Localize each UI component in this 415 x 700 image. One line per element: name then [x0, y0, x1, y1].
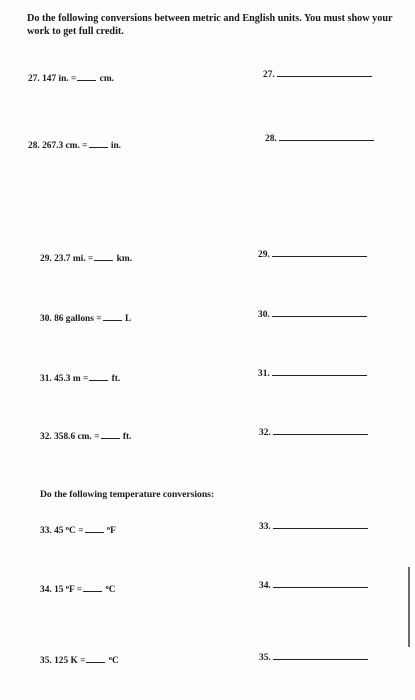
question-number: 27.: [28, 74, 40, 84]
question-number: 31.: [40, 374, 52, 384]
instructions-text: Do the following conversions between metric and English units. You must show your work to get full credit.: [27, 13, 393, 37]
question-value-number: 45: [54, 526, 64, 536]
question-32: [40, 430, 131, 442]
answer-label: 27.: [263, 70, 275, 80]
conversion-blank: [89, 372, 108, 381]
degree-icon: o: [65, 584, 70, 591]
question-value: 45.3 m =: [54, 374, 89, 384]
question-28: [28, 139, 121, 151]
answer-33: [259, 521, 368, 532]
answer-line[interactable]: [277, 69, 372, 77]
question-number: 33.: [40, 526, 52, 536]
question-value: 23.7 mi. =: [54, 254, 94, 264]
question-34: [40, 583, 115, 595]
answer-line[interactable]: [272, 309, 367, 317]
question-unit: C: [112, 656, 119, 666]
question-31: [40, 372, 120, 384]
degree-icon: o: [105, 584, 109, 591]
conversion-blank: [94, 252, 113, 261]
question-unit: L: [124, 314, 132, 324]
answer-34: [259, 580, 368, 591]
question-value: 267.3 cm. =: [42, 141, 88, 151]
answer-line[interactable]: [273, 652, 368, 660]
conversion-blank: [83, 583, 102, 592]
question-33: [40, 524, 116, 536]
answer-27: [263, 69, 372, 80]
question-number: 32.: [40, 432, 52, 442]
answer-35: [259, 652, 368, 663]
question-number: 30.: [40, 314, 52, 324]
conversion-blank: [77, 72, 96, 81]
question-value-unit: F =: [69, 585, 83, 595]
answer-label: 35.: [259, 653, 271, 663]
question-number: 35.: [40, 656, 52, 666]
conversion-blank: [103, 312, 122, 321]
conversion-blank: [89, 139, 108, 148]
conversion-blank: [101, 430, 120, 439]
question-unit: cm.: [99, 74, 114, 84]
question-unit: C: [108, 585, 116, 595]
question-unit: ft.: [122, 432, 132, 442]
answer-31: [258, 368, 367, 379]
question-value: 358.6 cm. =: [54, 432, 100, 442]
answer-label: 29.: [258, 250, 270, 260]
scan-edge-mark: [408, 567, 410, 647]
question-unit: in.: [110, 141, 122, 151]
answer-30: [258, 309, 367, 320]
conversion-blank: [85, 524, 104, 533]
question-unit: km.: [116, 254, 132, 264]
question-value: 86 gallons =: [54, 314, 102, 324]
answer-label: 34.: [259, 581, 271, 591]
answer-29: [258, 249, 367, 260]
answer-line[interactable]: [279, 133, 374, 141]
question-value-number: 15: [54, 585, 64, 595]
answer-label: 30.: [258, 310, 270, 320]
question-unit: ft.: [111, 374, 121, 384]
temperature-heading: Do the following temperature conversions:: [40, 489, 215, 500]
answer-line[interactable]: [273, 521, 368, 529]
degree-icon: o: [108, 655, 113, 662]
answer-line[interactable]: [272, 249, 367, 257]
question-value-unit: C =: [69, 526, 84, 536]
answer-28: [265, 133, 374, 144]
question-29: [40, 252, 132, 264]
answer-line[interactable]: [273, 580, 368, 588]
answer-line[interactable]: [273, 427, 368, 435]
question-value: 147 in. =: [42, 74, 77, 84]
answer-32: [259, 427, 368, 438]
question-number: 34.: [40, 585, 52, 595]
question-number: 29.: [40, 254, 52, 264]
degree-icon: o: [106, 525, 111, 532]
question-number: 28.: [28, 141, 40, 151]
answer-label: 31.: [258, 369, 270, 379]
question-value-number: 125 K =: [54, 656, 86, 666]
answer-line[interactable]: [272, 368, 367, 376]
degree-icon: o: [65, 525, 70, 532]
question-27: [28, 72, 114, 84]
question-35: [40, 654, 119, 666]
conversion-blank: [86, 654, 105, 663]
answer-label: 33.: [259, 522, 271, 532]
question-unit: F: [110, 526, 116, 536]
answer-label: 28.: [265, 134, 277, 144]
question-30: [40, 312, 131, 324]
answer-label: 32.: [259, 428, 271, 438]
